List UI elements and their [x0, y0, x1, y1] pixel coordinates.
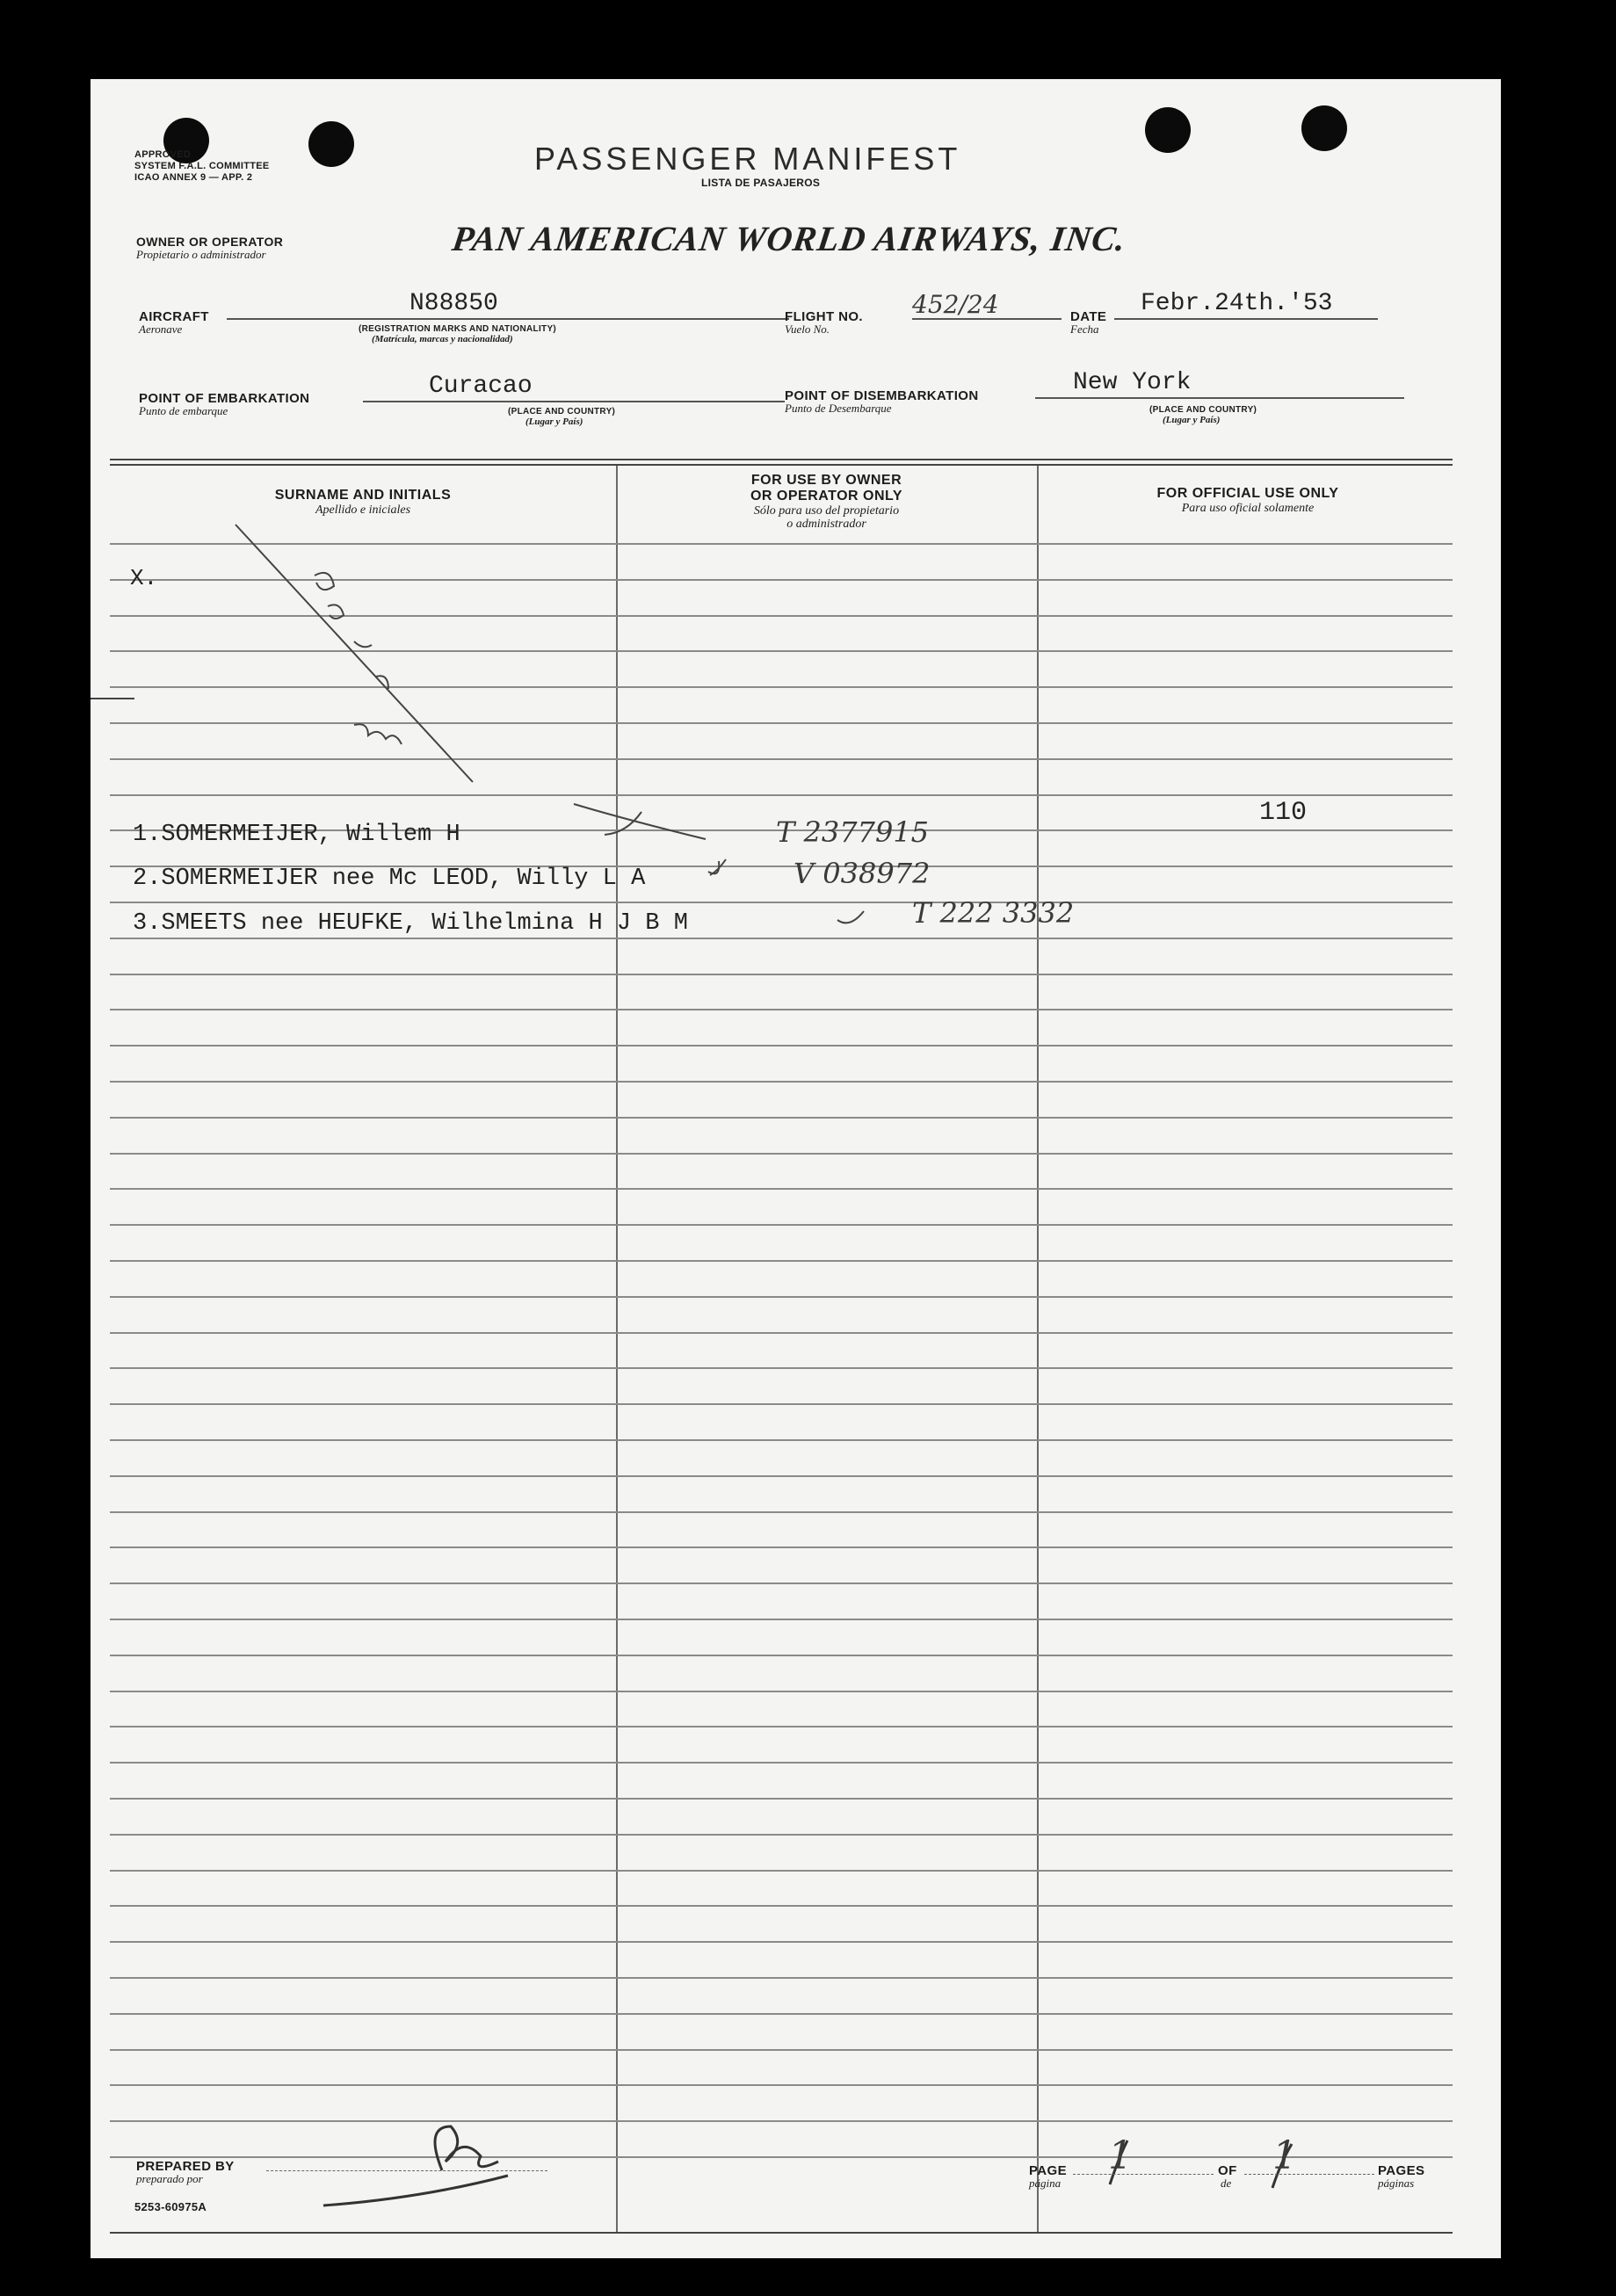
column-header-surname-title: SURNAME AND INITIALS: [274, 488, 452, 503]
operator-label-es: Propietario o administrador: [136, 248, 266, 261]
x-mark: X.: [130, 565, 158, 591]
aircraft-label-es: Aeronave: [139, 322, 183, 336]
column-header-owner-subtitle-1: Sólo para uso del propietario: [753, 504, 900, 518]
column-header-surname-subtitle: Apellido e iniciales: [315, 503, 411, 517]
passenger-3-doc: T 222 3332: [912, 896, 1075, 930]
disembarkation-label: POINT OF DISEMBARKATION: [785, 388, 979, 403]
page-subtitle: LISTA DE PASAJEROS: [701, 177, 821, 189]
aircraft-note: (REGISTRATION MARKS AND NATIONALITY): [359, 324, 557, 334]
passenger-2-doc: V 038972: [794, 857, 931, 890]
passenger-3-name: 3.SMEETS nee HEUFKE, Wilhelmina H J B M: [133, 910, 688, 937]
aircraft-value: N88850: [409, 290, 498, 317]
embarkation-label: POINT OF EMBARKATION: [139, 391, 310, 406]
page-value: 1: [1108, 2133, 1133, 2178]
approval-line-2: SYSTEM F.A.L. COMMITTEE: [134, 161, 270, 171]
flight-label-es: Vuelo No.: [785, 322, 830, 336]
embarkation-value: Curacao: [429, 373, 533, 400]
passenger-1-name: 1.SOMERMEIJER, Willem H: [133, 822, 460, 848]
operator-name: PAN AMERICAN WORLD AIRWAYS, INC.: [449, 219, 1129, 258]
passenger-1-doc: T 2377915: [776, 815, 930, 849]
disembarkation-label-es: Punto de Desembarque: [785, 402, 892, 415]
pages-label-es: páginas: [1378, 2176, 1415, 2190]
column-header-owner-title-2: OR OPERATOR ONLY: [750, 489, 903, 503]
embarkation-note-es: (Lugar y País): [525, 416, 583, 427]
embarkation-note: (PLACE AND COUNTRY): [508, 407, 616, 416]
date-value: Febr.24th.'53: [1141, 290, 1333, 317]
column-header-owner-title-1: FOR USE BY OWNER: [750, 473, 902, 488]
disembarkation-note: (PLACE AND COUNTRY): [1149, 405, 1257, 415]
disembarkation-value: New York: [1073, 369, 1192, 396]
aircraft-note-es: (Matrícula, marcas y nacionalidad): [372, 334, 513, 344]
form-number: 5253-60975A: [134, 2200, 207, 2213]
official-number: 110: [1259, 798, 1308, 828]
date-label-es: Fecha: [1070, 322, 1099, 336]
page-label: PAGE: [1029, 2163, 1067, 2178]
manifest-sheet: [91, 79, 1501, 2258]
approval-line-3: ICAO ANNEX 9 — APP. 2: [134, 172, 253, 183]
approval-line-1: APPROVED: [134, 149, 192, 160]
aircraft-label: AIRCRAFT: [139, 309, 209, 324]
date-label: DATE: [1070, 309, 1107, 324]
handwritten-strike-marks: [91, 79, 1501, 2258]
embarkation-label-es: Punto de embarque: [139, 404, 228, 417]
of-label: OF: [1218, 2163, 1237, 2178]
disembarkation-note-es: (Lugar y País): [1163, 415, 1221, 425]
page-title: PASSENGER MANIFEST: [534, 141, 961, 177]
column-header-official-subtitle: Para uso oficial solamente: [1181, 502, 1315, 515]
passenger-2-name: 2.SOMERMEIJER nee Mc LEOD, Willy L A: [133, 866, 646, 892]
flight-label: FLIGHT NO.: [785, 309, 863, 324]
pages-label: PAGES: [1378, 2163, 1425, 2178]
prepared-by-label-es: preparado por: [136, 2172, 203, 2185]
column-header-official-title: FOR OFFICIAL USE ONLY: [1156, 486, 1339, 501]
flight-value: 452/24: [912, 290, 999, 319]
column-header-owner-subtitle-2: o administrador: [786, 518, 866, 531]
prepared-by-label: PREPARED BY: [136, 2159, 235, 2174]
of-label-es: de: [1221, 2176, 1232, 2190]
page-label-es: página: [1029, 2176, 1062, 2190]
operator-label: OWNER OR OPERATOR: [136, 235, 284, 249]
of-value: 1: [1272, 2133, 1297, 2178]
